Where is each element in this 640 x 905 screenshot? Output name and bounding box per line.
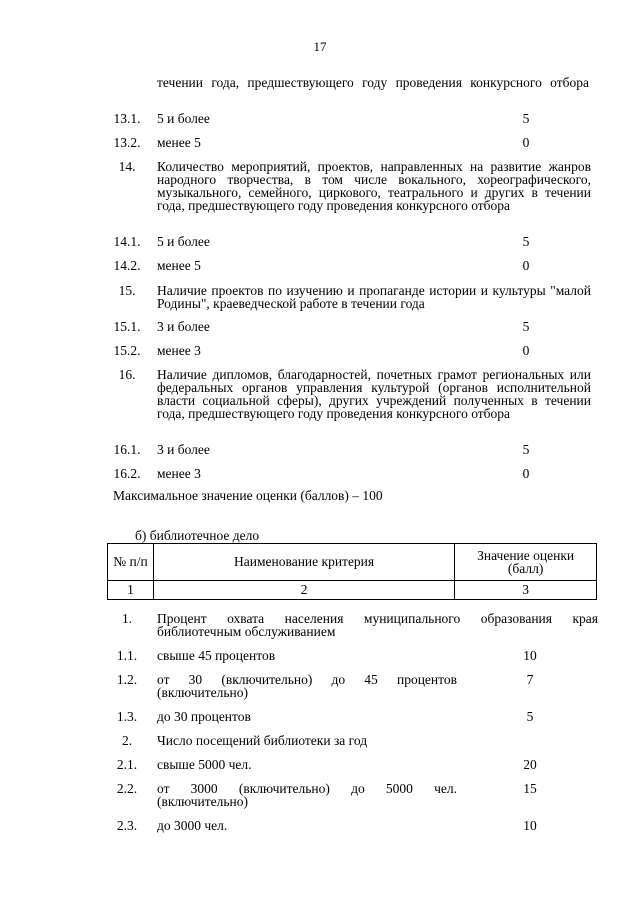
row-number: 15.2. bbox=[113, 343, 141, 358]
row-value: 5 bbox=[526, 709, 534, 724]
row-text: 5 и более bbox=[157, 234, 210, 249]
row-number: 16.2. bbox=[113, 466, 141, 481]
row-number: 2. bbox=[121, 733, 133, 748]
row-value: 0 bbox=[522, 258, 530, 273]
row-value: 10 bbox=[523, 648, 537, 663]
row-number: 1.1. bbox=[116, 648, 138, 663]
row-text: Количество мероприятий, проектов, направленных на развитие жанров народного творчества, в том числе вокального, хореографического, музыкального, семейного, циркового, театрального и других в течении года, предшествующего году проведения конкурсного отбора bbox=[157, 159, 591, 213]
row-number: 14. bbox=[118, 159, 136, 174]
row-number: 13.2. bbox=[113, 135, 141, 150]
row-text: 5 и более bbox=[157, 111, 210, 126]
row-number: 14.1. bbox=[113, 234, 141, 249]
row-number: 16.1. bbox=[113, 442, 141, 457]
max-score-line: Максимальное значение оценки (баллов) – 100 bbox=[113, 488, 383, 503]
row-text: 3 и более bbox=[157, 319, 210, 334]
column-index: 2 bbox=[153, 581, 454, 600]
row-number: 2.2. bbox=[116, 781, 138, 796]
header-criterion: Наименование критерия bbox=[153, 544, 454, 581]
criterion-text-continued: течении года, предшествующего году проведения конкурсного отбора bbox=[157, 75, 589, 90]
row-number: 1.2. bbox=[116, 672, 138, 687]
row-number: 15. bbox=[118, 283, 136, 298]
row-text: менее 5 bbox=[157, 135, 201, 150]
row-text: от 30 (включительно) до 45 процентов (включительно) bbox=[157, 672, 457, 700]
row-text: Процент охвата населения муниципального образования края библиотечным обслуживанием bbox=[157, 611, 598, 639]
row-number: 15.1. bbox=[113, 319, 141, 334]
row-value: 0 bbox=[522, 135, 530, 150]
column-index: 3 bbox=[455, 581, 597, 600]
row-number: 14.2. bbox=[113, 258, 141, 273]
row-text: менее 5 bbox=[157, 258, 201, 273]
row-text: до 3000 чел. bbox=[157, 818, 228, 833]
row-value: 5 bbox=[522, 111, 530, 126]
row-value: 20 bbox=[523, 757, 537, 772]
header-number: № п/п bbox=[108, 544, 154, 581]
section-title: б) библиотечное дело bbox=[135, 528, 260, 543]
column-index: 1 bbox=[108, 581, 154, 600]
row-text: менее 3 bbox=[157, 343, 201, 358]
row-value: 5 bbox=[522, 442, 530, 457]
row-number: 2.3. bbox=[116, 818, 138, 833]
row-text: свыше 45 процентов bbox=[157, 648, 276, 663]
row-value: 15 bbox=[523, 781, 537, 796]
row-text: от 3000 (включительно) до 5000 чел. (включительно) bbox=[157, 781, 457, 809]
row-text: Число посещений библиотеки за год bbox=[157, 733, 368, 748]
row-text: Наличие дипломов, благодарностей, почетных грамот региональных или федеральных органов управления культурой (органов исполнительной власти социальной сферы), других учреждений полученных в течении года, предшествующего году проведения конкурсного отбора bbox=[157, 367, 591, 421]
row-value: 7 bbox=[526, 672, 534, 687]
row-value: 5 bbox=[522, 234, 530, 249]
row-number: 2.1. bbox=[116, 757, 138, 772]
page-number: 17 bbox=[313, 39, 327, 54]
row-value: 5 bbox=[522, 319, 530, 334]
row-number: 1.3. bbox=[116, 709, 138, 724]
row-value: 0 bbox=[522, 343, 530, 358]
row-text: Наличие проектов по изучению и пропаганде истории и культуры "малой Родины", краеведческой работе в течении года bbox=[157, 283, 591, 311]
row-value: 10 bbox=[523, 818, 537, 833]
row-number: 1. bbox=[121, 611, 133, 626]
row-value: 0 bbox=[522, 466, 530, 481]
row-text: свыше 5000 чел. bbox=[157, 757, 252, 772]
row-text: до 30 процентов bbox=[157, 709, 251, 724]
header-score: Значение оценки (балл) bbox=[455, 544, 597, 581]
criteria-table-header bbox=[107, 543, 597, 600]
row-number: 13.1. bbox=[113, 111, 141, 126]
row-text: менее 3 bbox=[157, 466, 201, 481]
row-number: 16. bbox=[118, 367, 136, 382]
row-text: 3 и более bbox=[157, 442, 210, 457]
